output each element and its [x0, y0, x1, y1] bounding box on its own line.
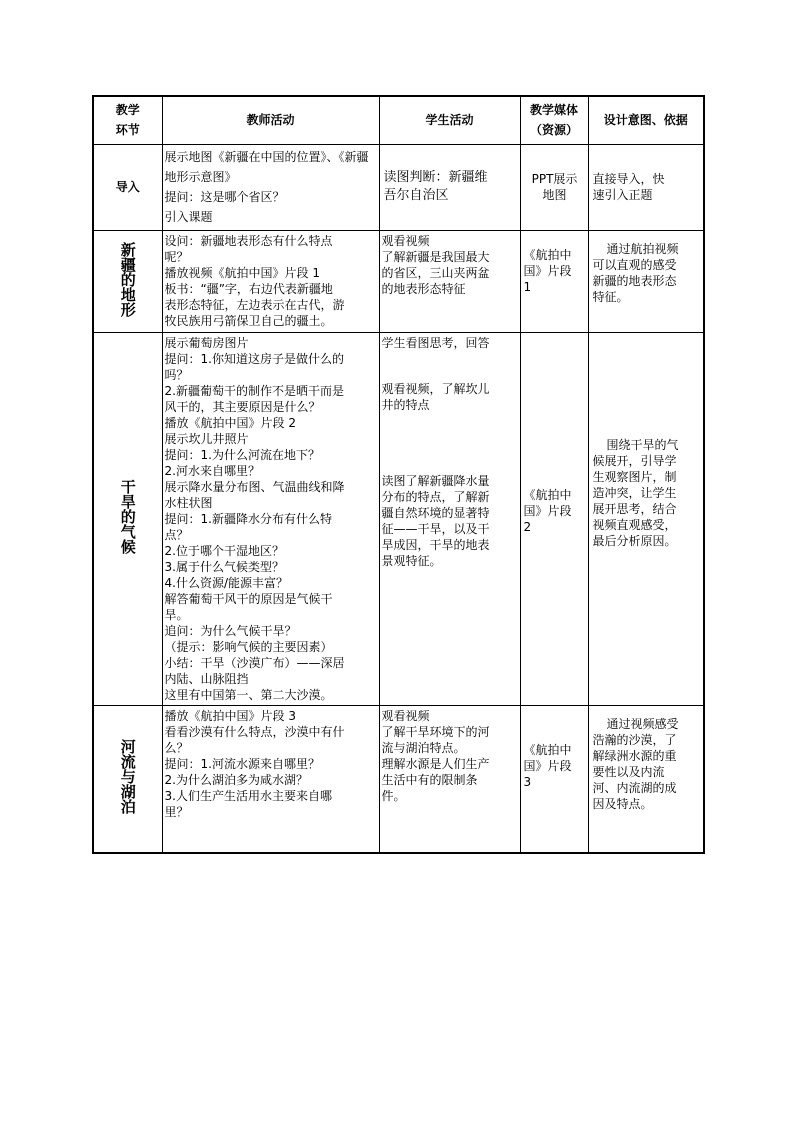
teacher-line: 这里有中国第一、第二大沙漠。 — [164, 687, 333, 702]
header-intent — [588, 96, 704, 144]
stage-label: 河流与湖泊 — [118, 739, 137, 815]
header-student — [379, 96, 520, 144]
intent-line: 要性以及内流 — [592, 764, 665, 779]
stage-cell — [93, 230, 162, 332]
student-line: 理解水源是人们生产 — [381, 756, 490, 771]
media-line: 《航拍中 — [523, 742, 572, 757]
media-line: 地图 — [542, 188, 567, 202]
teacher-activity-cell — [162, 332, 379, 705]
table-row — [93, 144, 704, 230]
teacher-line: （提示：影响气候的主要因素） — [164, 639, 333, 654]
student-line: 了解干旱环境下的河 — [381, 724, 490, 739]
intent-cell — [588, 230, 704, 332]
table-row — [93, 230, 704, 332]
teacher-line: 小结：干旱（沙漠广布）——深居 — [164, 655, 345, 670]
teacher-line: 提问：1.新疆降水分布有什么特 — [164, 511, 332, 526]
intent-cell — [588, 705, 704, 853]
student-activity-cell — [379, 332, 520, 705]
teacher-line: 展示降水量分布图、气温曲线和降 — [164, 479, 345, 494]
media-line: 国》片段 — [523, 503, 572, 518]
intent-line: 速引入正题 — [592, 188, 653, 202]
teacher-line: 点？ — [164, 527, 189, 542]
teacher-activity-cell — [162, 144, 379, 230]
student-line: 学生看图思考，回答 — [381, 335, 490, 350]
spacer — [382, 351, 518, 381]
teacher-line: 提问：1.河流水源来自哪里？ — [164, 756, 320, 771]
media-line: 《航拍中 — [523, 487, 572, 502]
header-student-text: 学生活动 — [425, 113, 474, 128]
teacher-line: 3.人们生产生活用水主要来自哪 — [164, 788, 332, 803]
intent-line: 围绕干旱的气 — [606, 437, 679, 452]
lesson-plan-table — [92, 95, 705, 854]
student-line: 疆自然环境的显著特 — [381, 505, 490, 520]
media-line: PPT展示 — [531, 172, 578, 186]
intent-cell — [588, 144, 704, 230]
header-stage-line2: 环节 — [115, 123, 140, 138]
teacher-line: 展示坎儿井照片 — [164, 431, 249, 446]
intent-cell — [588, 332, 704, 705]
teacher-line: 水柱状图 — [164, 495, 213, 510]
stage-label: 新疆的地形 — [118, 241, 137, 317]
teacher-line: 板书：“疆”字，右边代表新疆地 — [164, 281, 333, 296]
student-line: 流与湖泊特点。 — [381, 740, 466, 755]
teacher-line: 提问：1.为什么河流在地下？ — [164, 447, 320, 462]
intent-line: 浩瀚的沙漠，了 — [592, 732, 677, 747]
teacher-line: 引入课题 — [164, 209, 213, 224]
table-header-row — [93, 96, 704, 144]
teacher-line: 提问：1.你知道这房子是做什么的 — [164, 351, 344, 366]
student-line: 的地表形态特征 — [381, 281, 466, 296]
teacher-line: 设问：新疆地表形态有什么特点 — [164, 233, 333, 248]
media-line: 《航拍中 — [523, 247, 572, 262]
header-intent-text: 设计意图、依据 — [603, 113, 688, 128]
teacher-line: 提问：这是哪个省区？ — [164, 189, 285, 204]
intent-line: 候展开，引导学 — [592, 453, 677, 468]
stage-cell — [93, 332, 162, 705]
teacher-line: 吗？ — [164, 367, 189, 382]
media-line: 3 — [523, 774, 532, 789]
header-teacher-text: 教师活动 — [246, 113, 295, 128]
teacher-line: 展示地图《新疆在中国的位置》、《新疆 — [164, 149, 369, 164]
stage-cell — [93, 705, 162, 853]
teacher-line: 2.位于哪个干湿地区？ — [164, 543, 284, 558]
student-line: 吾尔自治区 — [383, 188, 449, 203]
teacher-line: 展示葡萄房图片 — [164, 335, 249, 350]
teacher-line: 里？ — [164, 804, 189, 819]
intent-line: 解绿洲水源的重 — [592, 748, 677, 763]
media-cell — [520, 705, 588, 853]
table-row — [93, 332, 704, 705]
intent-line: 造冲突，让学生 — [592, 485, 677, 500]
intent-line: 最后分析原因。 — [592, 533, 677, 548]
teacher-line: 4.什么资源/能源丰富？ — [164, 575, 288, 590]
media-cell — [520, 332, 588, 705]
intent-line: 通过航拍视频 — [606, 241, 679, 256]
header-media — [520, 96, 588, 144]
spacer — [382, 413, 518, 473]
student-line: 的省区，三山夹两盆 — [381, 265, 490, 280]
teacher-line: 呢？ — [164, 249, 189, 264]
teacher-line: 牧民族用弓箭保卫自己的疆土。 — [164, 313, 333, 328]
teacher-line: 风干的，其主要原因是什么？ — [164, 399, 321, 414]
intent-line: 特征。 — [592, 289, 629, 304]
teacher-line: 2.新疆葡萄干的制作不是晒干而是 — [164, 383, 344, 398]
media-line: 1 — [523, 279, 532, 294]
media-line: 国》片段 — [523, 758, 572, 773]
intent-line: 因及特点。 — [592, 796, 653, 811]
teacher-line: 表形态特征，左边表示在古代，游 — [164, 297, 345, 312]
teacher-line: 地形示意图》 — [164, 169, 237, 184]
header-media-line2: （资源） — [529, 123, 578, 138]
student-line: 景观特征。 — [381, 553, 442, 568]
header-teacher — [162, 96, 379, 144]
header-stage — [93, 96, 162, 144]
media-cell — [520, 144, 588, 230]
student-line: 生活中有的限制条 — [381, 772, 478, 787]
intent-line: 通过视频感受 — [606, 716, 679, 731]
media-line: 国》片段 — [523, 263, 572, 278]
student-line: 旱成因，干旱的地表 — [381, 537, 490, 552]
teacher-line: 追问：为什么气候干旱？ — [164, 623, 297, 638]
student-line: 观看视频，了解坎儿 — [381, 381, 490, 396]
intent-line: 视频直观感受， — [592, 517, 677, 532]
media-line: 2 — [523, 519, 532, 534]
student-line: 分布的特点，了解新 — [381, 489, 490, 504]
table-row — [93, 705, 704, 853]
teacher-line: 2.为什么湖泊多为咸水湖？ — [164, 772, 308, 787]
teacher-line: 解答葡萄干风干的原因是气候干 — [164, 591, 333, 606]
student-line: 观看视频 — [381, 708, 430, 723]
teacher-line: 播放《航拍中国》片段 3 — [164, 708, 296, 723]
student-line: 征——干旱，以及干 — [381, 521, 490, 536]
stage-cell — [93, 144, 162, 230]
intent-line: 可以直观的感受 — [592, 257, 677, 272]
student-line: 件。 — [381, 788, 406, 803]
student-activity-cell — [379, 230, 520, 332]
intent-line: 展开思考，结合 — [592, 501, 677, 516]
stage-label: 导入 — [115, 180, 140, 194]
teacher-line: 2.河水来自哪里？ — [164, 463, 260, 478]
header-media-line1: 教学媒体 — [529, 103, 578, 118]
media-cell — [520, 230, 588, 332]
teacher-line: 播放视频《航拍中国》片段 1 — [164, 265, 320, 280]
intent-line: 直接导入，快 — [592, 172, 665, 186]
student-activity-cell — [379, 705, 520, 853]
intent-line: 生观察图片，制 — [592, 469, 677, 484]
stage-label: 干旱的气候 — [118, 479, 137, 554]
student-activity-cell — [379, 144, 520, 230]
teacher-activity-cell — [162, 230, 379, 332]
student-line: 读图了解新疆降水量 — [381, 473, 490, 488]
intent-line: 新疆的地表形态 — [592, 273, 677, 288]
student-line: 井的特点 — [381, 397, 430, 412]
header-stage-line1: 教学 — [115, 103, 140, 118]
teacher-line: 旱。 — [164, 607, 189, 622]
student-line: 观看视频 — [381, 233, 430, 248]
student-line: 读图判断：新疆维 — [383, 170, 488, 185]
intent-line: 河、内流湖的成 — [592, 780, 677, 795]
teacher-line: 播放《航拍中国》片段 2 — [164, 415, 296, 430]
teacher-line: 内陆、山脉阻挡 — [164, 671, 249, 686]
teacher-line: 么？ — [164, 740, 189, 755]
student-line: 了解新疆是我国最大 — [381, 249, 490, 264]
teacher-activity-cell — [162, 705, 379, 853]
teacher-line: 3.属于什么气候类型？ — [164, 559, 284, 574]
teacher-line: 看看沙漠有什么特点，沙漠中有什 — [164, 724, 345, 739]
